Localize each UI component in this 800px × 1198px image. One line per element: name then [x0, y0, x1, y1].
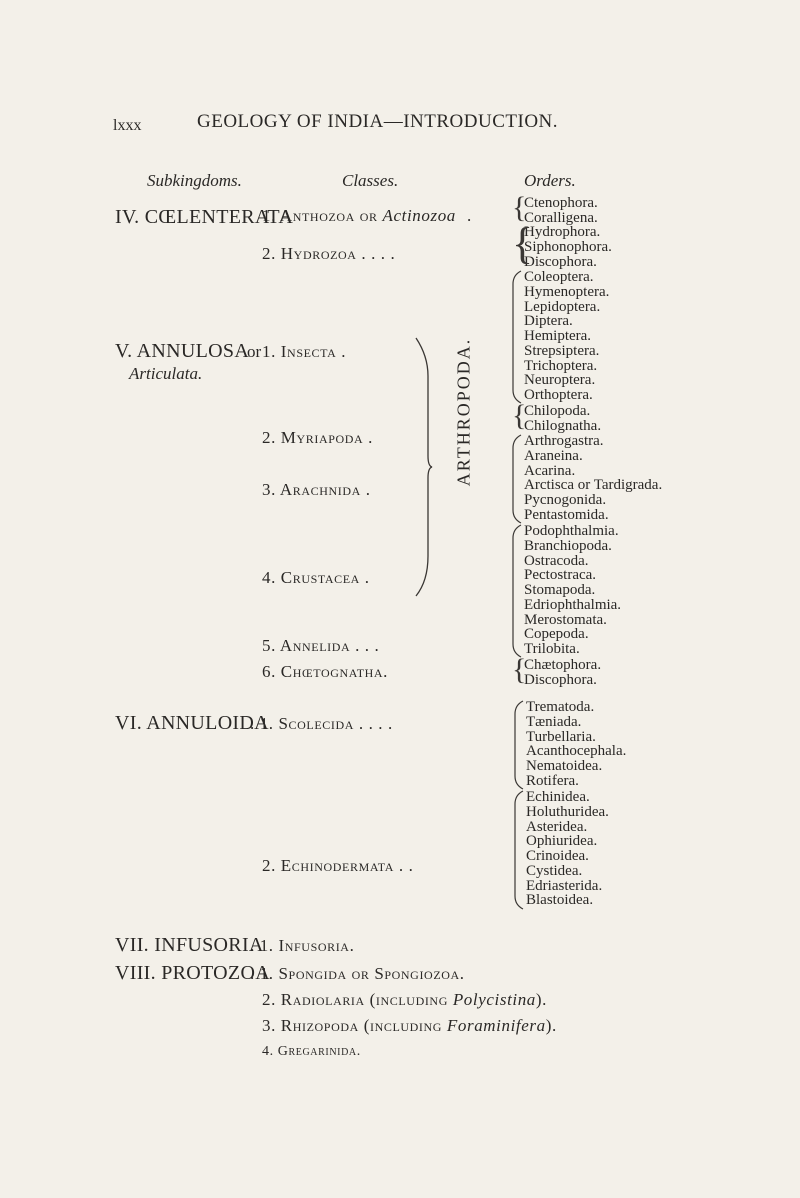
- orders-anthozoa: [524, 196, 598, 226]
- arthropoda-brace: [414, 336, 434, 598]
- class-anthozoa-label: 1. Anthozoa or: [262, 206, 378, 225]
- order-item: Strepsiptera.: [524, 342, 600, 359]
- orders-scolecida: [526, 700, 626, 789]
- page-number: lxxx: [113, 117, 142, 134]
- class-infusoria: . 1. Infusoria.: [250, 936, 355, 955]
- orders-crustacea: [524, 524, 621, 657]
- class-myriapoda: 2. Myriapoda .: [262, 428, 374, 447]
- order-item: Arthrogastra.: [524, 433, 604, 449]
- brace-insecta: [510, 270, 522, 404]
- orders-hydrozoa: [524, 225, 612, 269]
- order-item: Orthoptera.: [524, 387, 593, 403]
- order-item: Araneina.: [524, 447, 583, 464]
- order-item: Arctisca or Tardigrada.: [524, 477, 663, 494]
- order-item: Crinoidea.: [526, 848, 589, 864]
- order-item: Neuroptera.: [524, 372, 596, 389]
- class-rhizopoda: 3. Rhizopoda (including Foraminifera).: [262, 1016, 557, 1035]
- class-spongida: . 1. Spongida or Spongiozoa.: [250, 964, 465, 983]
- class-radiolaria-label: 2. Radiolaria (including: [262, 990, 448, 1009]
- order-item: Diptera.: [524, 313, 573, 330]
- column-heading-subkingdoms: Subkingdoms.: [147, 171, 242, 190]
- class-arachnida: 3. Arachnida .: [262, 480, 371, 499]
- order-item: Coleoptera.: [524, 269, 594, 285]
- class-rhizopoda-label: 3. Rhizopoda (including: [262, 1016, 443, 1035]
- order-item: Trematoda.: [526, 699, 595, 715]
- order-item: Chilognatha.: [524, 417, 602, 434]
- order-item: Tæniada.: [526, 713, 582, 730]
- order-item: Pectostraca.: [524, 567, 597, 584]
- class-annelida: 5. Annelida . . .: [262, 636, 380, 655]
- order-item: Edriasterida.: [526, 877, 603, 894]
- subkingdom-annulosa-alt-name: Articulata.: [129, 364, 203, 383]
- order-item: Branchiopoda.: [524, 537, 612, 554]
- orders-echinodermata: [526, 790, 609, 908]
- order-item: Hydrophora.: [524, 224, 601, 240]
- brace-anthozoa: {: [512, 191, 527, 224]
- brace-scolecida: [512, 700, 524, 790]
- class-radiolaria: 2. Radiolaria (including Polycistina).: [262, 990, 548, 1009]
- order-item: Asteridea.: [526, 818, 588, 835]
- brace-arachnida: [510, 434, 522, 524]
- class-echinodermata: 2. Echinodermata . .: [262, 856, 414, 875]
- order-item: Ctenophora.: [524, 195, 598, 211]
- class-rhizopoda-alt: Foraminifera: [446, 1016, 546, 1035]
- class-crustacea: 4. Crustacea .: [262, 568, 370, 587]
- order-item: Podophthalmia.: [524, 523, 619, 539]
- order-item: Trichoptera.: [524, 357, 598, 374]
- order-item: Acanthocephala.: [526, 743, 627, 760]
- orders-annelida: [524, 658, 601, 688]
- order-item: Chætophora.: [524, 657, 602, 673]
- class-choetognatha: 6. Chœtognatha.: [262, 662, 389, 681]
- class-insecta: 1. Insecta .: [262, 342, 347, 361]
- brace-hydrozoa: {: [512, 219, 534, 268]
- column-heading-orders: Orders.: [524, 171, 576, 190]
- order-item: Discophora.: [524, 671, 597, 688]
- class-hydrozoa: 2. Hydrozoa . . . .: [262, 244, 396, 263]
- or-connector: or: [247, 342, 262, 361]
- order-item: Nematoidea.: [526, 758, 603, 774]
- subkingdom-protozoa: VIII. PROTOZOA: [115, 962, 270, 984]
- order-item: Ophiuridea.: [526, 833, 598, 850]
- order-item: Cystidea.: [526, 862, 583, 879]
- brace-myriapoda: {: [512, 399, 527, 432]
- class-scolecida: . 1. Scolecida . . . .: [250, 714, 393, 733]
- order-item: Acarina.: [524, 462, 576, 479]
- order-item: Pycnogonida.: [524, 492, 607, 508]
- order-item: Edriophthalmia.: [524, 596, 622, 613]
- orders-arachnida: [524, 434, 662, 523]
- subkingdom-coelenterata: IV. CŒLENTERATA: [115, 206, 294, 228]
- arthropoda-label: ARTHROPODA.: [453, 337, 474, 487]
- brace-echinodermata: [512, 790, 524, 910]
- order-item: Pentastomida.: [524, 506, 609, 523]
- orders-myriapoda: [524, 404, 601, 434]
- class-gregarinida: 4. Gregarinida.: [262, 1044, 361, 1059]
- brace-crustacea: [510, 524, 522, 658]
- order-item: Copepoda.: [524, 626, 589, 643]
- order-item: Hymenoptera.: [524, 283, 610, 300]
- order-item: Coralligena.: [524, 209, 598, 226]
- order-item: Siphonophora.: [524, 238, 612, 255]
- order-item: Stomapoda.: [524, 582, 596, 598]
- running-title: GEOLOGY OF INDIA—INTRODUCTION.: [197, 111, 559, 132]
- subkingdom-annulosa: V. ANNULOSA: [115, 340, 250, 362]
- class-anthozoa-alt: Actinozoa: [382, 206, 456, 225]
- order-item: Rotifera.: [526, 772, 579, 789]
- orders-insecta: [524, 270, 609, 403]
- subkingdom-annuloida: VI. ANNULOIDA: [115, 712, 269, 734]
- order-item: Blastoidea.: [526, 892, 594, 909]
- subkingdom-infusoria: VII. INFUSORIA: [115, 934, 264, 956]
- order-item: Trilobita.: [524, 641, 580, 657]
- column-heading-classes: Classes.: [342, 171, 399, 190]
- brace-annelida: {: [512, 653, 527, 686]
- order-item: Chilopoda.: [524, 403, 591, 419]
- order-item: Echinidea.: [526, 789, 590, 805]
- order-item: Holuthuridea.: [526, 803, 609, 820]
- order-item: Ostracoda.: [524, 552, 589, 569]
- order-item: Merostomata.: [524, 611, 607, 628]
- order-item: Turbellaria.: [526, 728, 596, 745]
- order-item: Hemiptera.: [524, 328, 592, 344]
- class-anthozoa: 1. Anthozoa or Actinozoa .: [262, 206, 474, 225]
- class-radiolaria-alt: Polycistina: [452, 990, 536, 1009]
- order-item: Discophora.: [524, 253, 597, 270]
- order-item: Lepidoptera.: [524, 298, 601, 315]
